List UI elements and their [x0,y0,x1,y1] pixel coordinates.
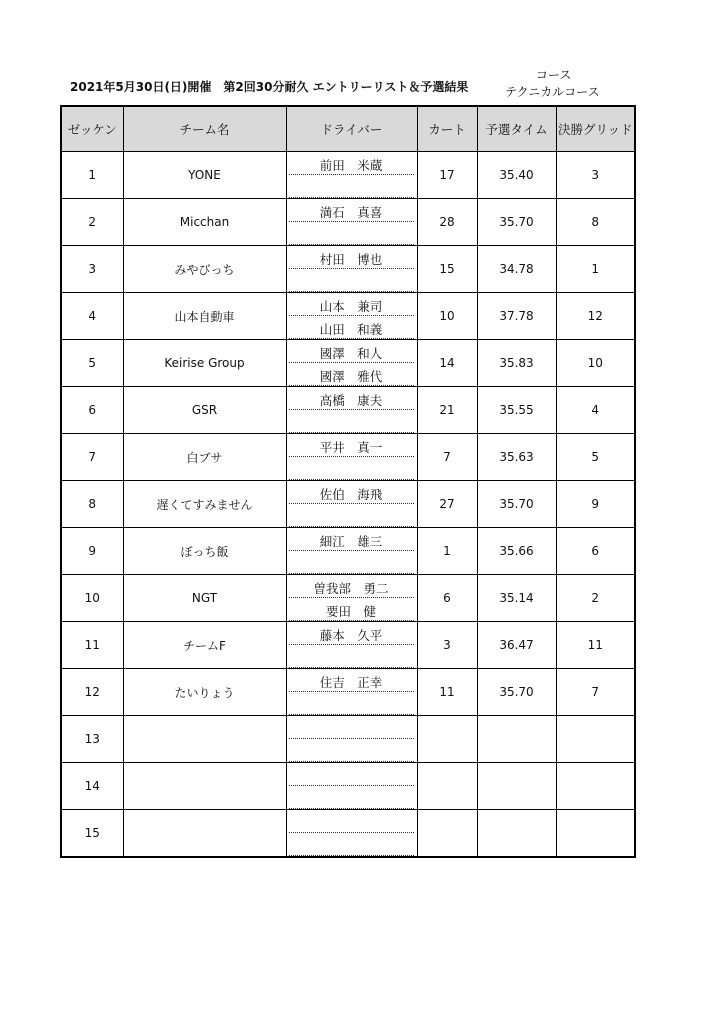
cell-kart: 15 [417,246,477,293]
driver-2 [289,786,414,809]
page-title: 2021年5月30日(日)開催 第2回30分耐久 エントリーリスト＆予選結果 [70,80,469,94]
cell-kart [417,763,477,810]
cell-team: たいりょう [123,669,286,716]
cell-qualifying-time: 35.70 [477,669,556,716]
cell-final-grid: 8 [556,199,635,246]
cell-kart: 14 [417,340,477,387]
column-header-number: ゼッケン [61,106,123,152]
cell-driver [286,293,417,340]
cell-number: 6 [61,387,123,434]
cell-team: 山本自動車 [123,293,286,340]
cell-team [123,810,286,858]
driver-1: 高橋 康夫 [289,387,414,410]
cell-driver [286,199,417,246]
driver-1: 佐伯 海飛 [289,481,414,504]
table-row [61,810,635,858]
driver-1: 國澤 和人 [289,340,414,363]
cell-qualifying-time: 35.66 [477,528,556,575]
cell-team [123,716,286,763]
cell-qualifying-time: 35.83 [477,340,556,387]
cell-number: 9 [61,528,123,575]
table-row [61,481,635,528]
driver-1: 住吉 正幸 [289,669,414,692]
cell-kart: 27 [417,481,477,528]
table-row [61,293,635,340]
cell-number: 5 [61,340,123,387]
driver-1 [289,810,414,833]
cell-final-grid: 4 [556,387,635,434]
cell-number: 1 [61,152,123,199]
table-row [61,199,635,246]
table-row [61,716,635,763]
cell-number: 8 [61,481,123,528]
cell-kart: 28 [417,199,477,246]
column-header-team: チーム名 [123,106,286,152]
cell-qualifying-time: 35.70 [477,199,556,246]
cell-driver [286,716,417,763]
cell-final-grid: 11 [556,622,635,669]
cell-driver [286,340,417,387]
driver-1: 山本 兼司 [289,293,414,316]
cell-final-grid: 10 [556,340,635,387]
cell-kart [417,716,477,763]
driver-1: 村田 博也 [289,246,414,269]
cell-final-grid: 2 [556,575,635,622]
course-name: テクニカルコース [505,85,600,99]
table-row [61,246,635,293]
table-row [61,152,635,199]
cell-final-grid: 6 [556,528,635,575]
cell-team: GSR [123,387,286,434]
driver-2: 要田 健 [289,598,414,621]
driver-2 [289,504,414,527]
table-row [61,669,635,716]
cell-number: 14 [61,763,123,810]
cell-number: 12 [61,669,123,716]
table-row [61,387,635,434]
driver-2 [289,175,414,198]
driver-2: 山田 和義 [289,316,414,339]
cell-number: 13 [61,716,123,763]
cell-qualifying-time: 35.70 [477,481,556,528]
driver-2: 國澤 雅代 [289,363,414,386]
cell-number: 4 [61,293,123,340]
cell-kart: 11 [417,669,477,716]
cell-number: 15 [61,810,123,858]
cell-qualifying-time: 35.63 [477,434,556,481]
cell-kart: 3 [417,622,477,669]
table-row [61,575,635,622]
driver-1: 前田 米蔵 [289,152,414,175]
cell-final-grid [556,810,635,858]
cell-team: NGT [123,575,286,622]
cell-driver [286,246,417,293]
cell-kart: 1 [417,528,477,575]
driver-1: 曽我部 勇二 [289,575,414,598]
cell-team: みやびっち [123,246,286,293]
cell-final-grid: 12 [556,293,635,340]
cell-number: 3 [61,246,123,293]
column-header-kart: カート [417,106,477,152]
cell-team [123,763,286,810]
driver-1: 平井 真一 [289,434,414,457]
cell-qualifying-time [477,763,556,810]
cell-driver [286,434,417,481]
cell-kart: 7 [417,434,477,481]
cell-driver [286,528,417,575]
cell-number: 11 [61,622,123,669]
cell-qualifying-time: 35.55 [477,387,556,434]
cell-driver [286,387,417,434]
cell-driver [286,810,417,858]
table-header-row [61,106,635,152]
entry-table [60,105,636,858]
driver-2 [289,833,414,856]
driver-2 [289,692,414,715]
cell-final-grid: 1 [556,246,635,293]
cell-qualifying-time: 34.78 [477,246,556,293]
cell-qualifying-time: 35.14 [477,575,556,622]
driver-2 [289,457,414,480]
cell-final-grid [556,763,635,810]
cell-number: 2 [61,199,123,246]
cell-final-grid [556,716,635,763]
cell-team: ぼっち飯 [123,528,286,575]
driver-1 [289,763,414,786]
cell-number: 10 [61,575,123,622]
cell-qualifying-time: 35.40 [477,152,556,199]
driver-1 [289,716,414,739]
table-row [61,528,635,575]
column-header-driver: ドライバー [286,106,417,152]
cell-driver [286,575,417,622]
course-label: コース [536,68,572,82]
driver-1: 満石 真喜 [289,199,414,222]
cell-number: 7 [61,434,123,481]
table-row [61,622,635,669]
cell-kart: 6 [417,575,477,622]
table-row [61,434,635,481]
cell-driver [286,152,417,199]
driver-2 [289,551,414,574]
cell-driver [286,763,417,810]
cell-final-grid: 7 [556,669,635,716]
cell-team: チームF [123,622,286,669]
cell-kart: 10 [417,293,477,340]
driver-1: 藤本 久平 [289,622,414,645]
driver-1: 細江 雄三 [289,528,414,551]
cell-final-grid: 3 [556,152,635,199]
column-header-qualifying-time: 予選タイム [477,106,556,152]
driver-2 [289,645,414,668]
cell-kart: 21 [417,387,477,434]
cell-final-grid: 5 [556,434,635,481]
cell-qualifying-time [477,810,556,858]
cell-final-grid: 9 [556,481,635,528]
cell-team: YONE [123,152,286,199]
cell-team: 遅くてすみません [123,481,286,528]
driver-2 [289,222,414,245]
cell-driver [286,669,417,716]
cell-driver [286,481,417,528]
cell-qualifying-time: 36.47 [477,622,556,669]
cell-qualifying-time: 37.78 [477,293,556,340]
column-header-final-grid: 決勝グリッド [556,106,635,152]
cell-team: Keirise Group [123,340,286,387]
cell-team: Micchan [123,199,286,246]
cell-driver [286,622,417,669]
table-row [61,340,635,387]
cell-kart: 17 [417,152,477,199]
driver-2 [289,269,414,292]
cell-team: 白ブサ [123,434,286,481]
driver-2 [289,739,414,762]
table-row [61,763,635,810]
cell-qualifying-time [477,716,556,763]
cell-kart [417,810,477,858]
driver-2 [289,410,414,433]
